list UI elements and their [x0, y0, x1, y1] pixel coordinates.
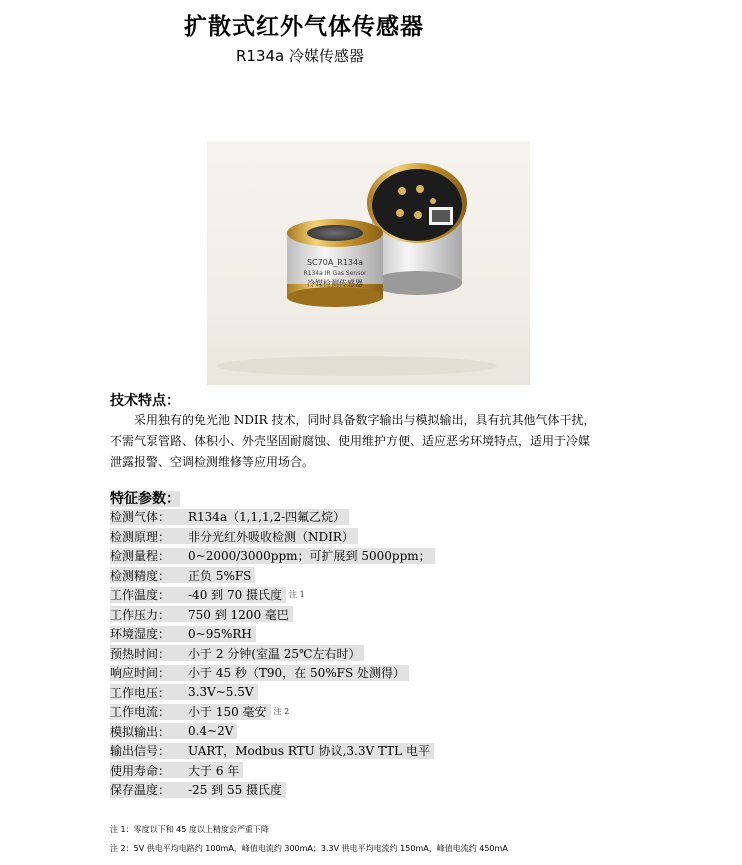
param-label: 保存温度：: [110, 783, 171, 798]
param-value: 正负 5%FS: [188, 568, 252, 583]
param-value: -25 到 55 摄氏度: [188, 783, 283, 798]
param-row: [110, 702, 438, 722]
param-label: 输出信号：: [110, 744, 171, 759]
features-line-2: 不需气泵管路、体积小、外壳坚固耐腐蚀、使用维护方便、适应恶劣环境特点，适用于冷媒: [110, 434, 591, 448]
param-value: 小于 2 分钟(室温 25℃左右时）: [188, 646, 361, 661]
param-label: 检测原理：: [110, 529, 171, 544]
param-label: 使用寿命：: [110, 763, 171, 778]
param-label: 检测量程：: [110, 549, 171, 564]
param-value: 3.3V~5.5V: [188, 685, 254, 700]
param-label: 响应时间：: [110, 666, 171, 681]
front-sensor: [287, 219, 383, 307]
product-photo: [207, 141, 530, 385]
param-value: -40 到 70 摄氏度: [188, 588, 283, 603]
param-row: [110, 663, 438, 683]
page-subtitle: R134a 冷媒传感器: [236, 47, 365, 65]
params-heading: 特征参数：: [110, 491, 180, 507]
param-label: 工作压力：: [110, 607, 171, 622]
features-heading: 技术特点：: [110, 393, 180, 409]
param-row: [110, 585, 438, 605]
param-value: 0.4~2V: [188, 724, 234, 739]
param-row: [110, 527, 438, 547]
param-note: 注 1: [289, 590, 305, 600]
param-row: [110, 605, 438, 625]
param-row: [110, 546, 438, 566]
footnote-1: 注 1：零度以下和 45 度以上精度会严重下降: [110, 825, 269, 834]
param-row: [110, 683, 438, 703]
param-note: 注 2: [273, 707, 290, 717]
param-row: [110, 566, 438, 586]
param-value: 大于 6 年: [188, 763, 240, 778]
param-value: 750 到 1200 毫巴: [188, 607, 289, 622]
param-row: [110, 624, 438, 644]
param-value: R134a（1,1,1,2-四氟乙烷）: [188, 510, 346, 525]
param-value: 非分光红外吸收检测（NDIR）: [188, 529, 354, 544]
param-value: 小于 45 秒（T90，在 50%FS 处测得）: [188, 666, 406, 681]
features-line-3: 泄露报警、空调检测维修等应用场合。: [110, 455, 315, 469]
param-value: 小于 150 毫安: [188, 705, 267, 720]
param-label: 模拟输出：: [110, 724, 171, 739]
sensor-english-label: R134a IR Gas Sensor: [303, 270, 367, 277]
sensor-model-label: SC70A_R134a: [306, 258, 364, 267]
params-list: [110, 507, 438, 800]
param-label: 工作电压：: [110, 685, 171, 700]
param-value: UART，Modbus RTU 协议,3.3V TTL 电平: [188, 744, 430, 759]
param-value: 0~95%RH: [188, 626, 252, 641]
param-row: [110, 507, 438, 527]
param-label: 检测精度：: [110, 568, 171, 583]
features-line-1: 采用独有的免光池 NDIR 技术，同时具备数字输出与模拟输出，具有抗其他气体干扰，: [134, 413, 596, 427]
sensor-illustration: [207, 141, 530, 385]
param-label: 检测气体：: [110, 510, 171, 525]
param-label: 工作温度：: [110, 588, 171, 603]
features-paragraph: [110, 410, 630, 473]
param-row: [110, 741, 438, 761]
param-row: [110, 722, 438, 742]
footnote-2: 注 2：5V 供电平均电路约 100mA，峰值电流约 300mA；3.3V 供电平均电流约 150mA，峰值电流约 450mA: [110, 844, 508, 853]
param-label: 工作电流：: [110, 705, 171, 720]
param-label: 预热时间：: [110, 646, 171, 661]
param-label: 环境湿度：: [110, 627, 171, 642]
param-row: [110, 761, 438, 781]
param-value: 0~2000/3000ppm；可扩展到 5000ppm；: [188, 549, 431, 564]
param-row: [110, 780, 438, 800]
page-title: 扩散式红外气体传感器: [184, 14, 424, 40]
sensor-chinese-label: 冷媒检测传感器: [307, 279, 363, 288]
param-row: [110, 644, 438, 664]
